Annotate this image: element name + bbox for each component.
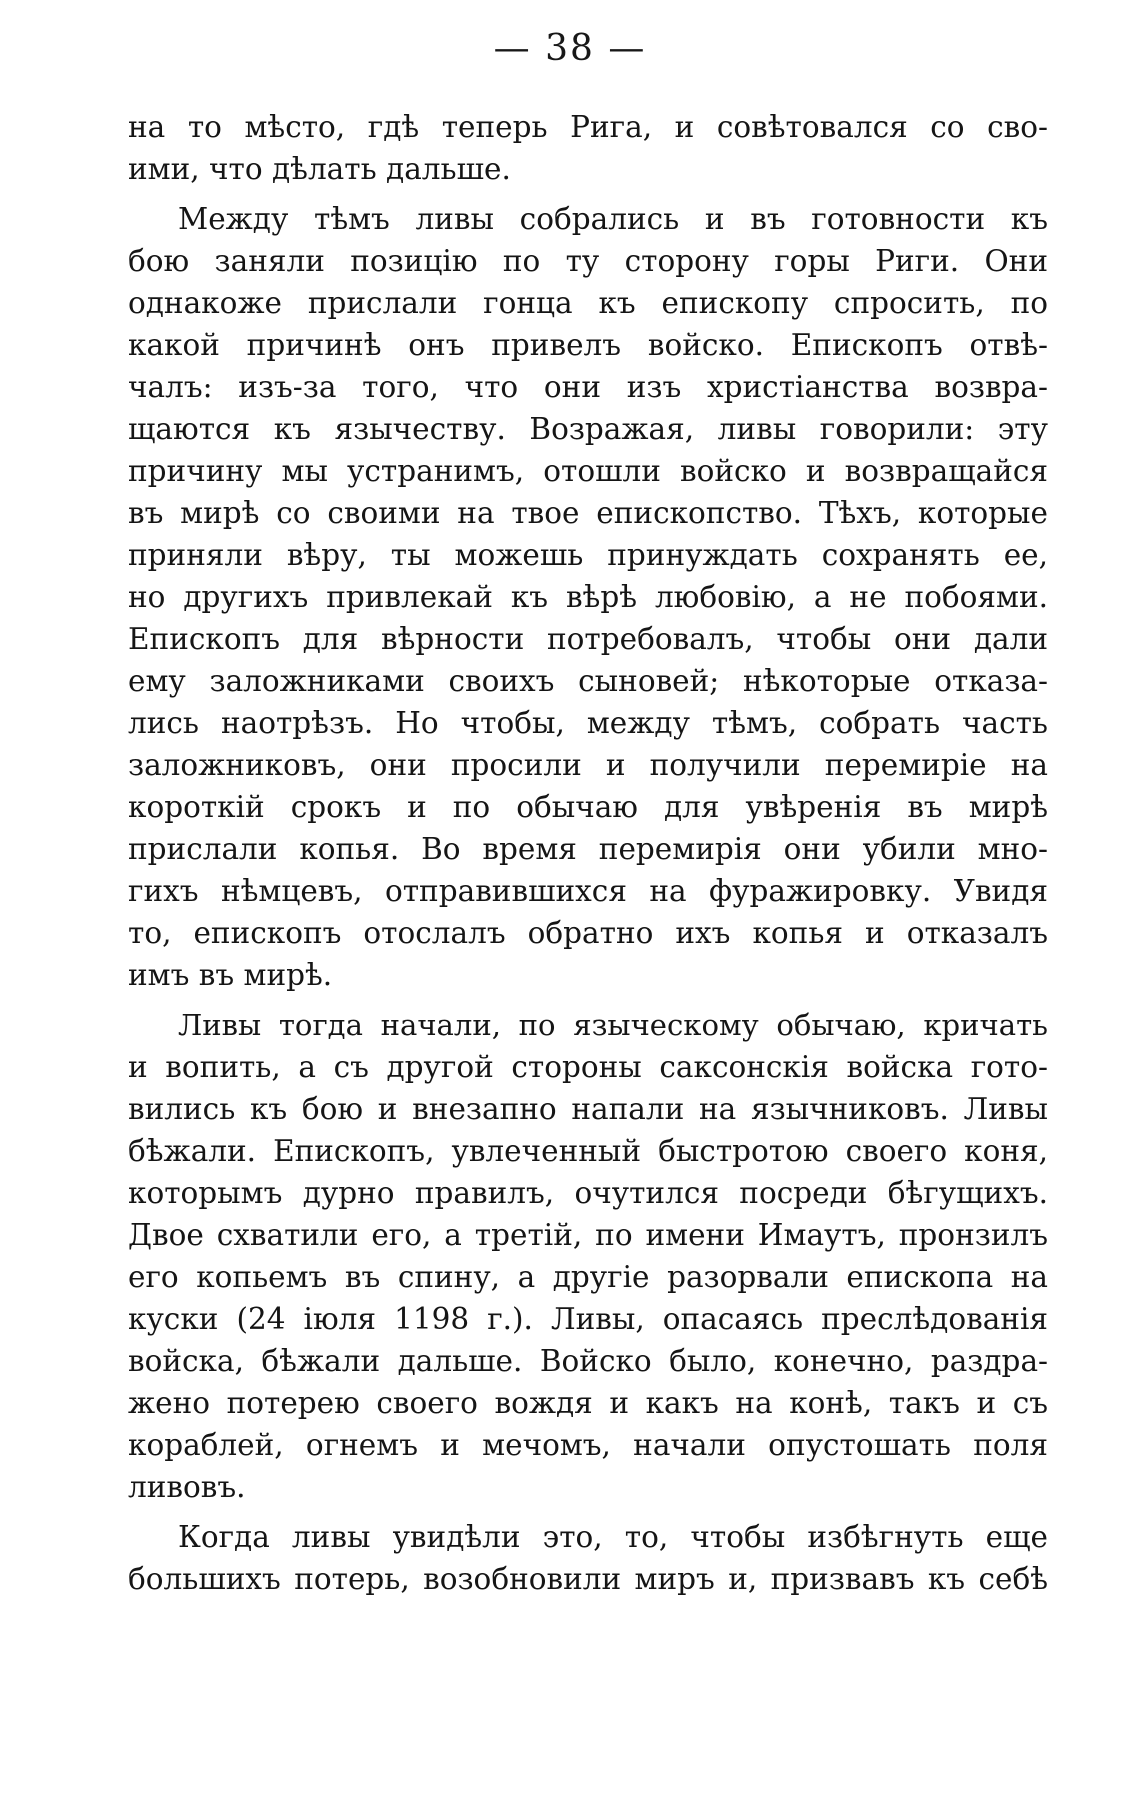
- text-line: однакоже прислали гонца къ епископу спросить, по: [128, 286, 1048, 320]
- text-line: имъ въ мирѣ.: [128, 958, 333, 992]
- paragraph: [128, 1516, 1048, 1600]
- text-line: гихъ нѣмцевъ, отправившихся на фуражировку. Увидя: [128, 874, 1048, 908]
- text-line: какой причинѣ онъ привелъ войско. Епископъ отвѣ-: [128, 328, 1048, 362]
- text-line: его копьемъ въ спину, а другіе разорвали епископа на: [128, 1260, 1048, 1294]
- paragraph: [128, 106, 1048, 190]
- text-line: войска, бѣжали дальше. Войско было, конечно, раздра-: [128, 1344, 1048, 1378]
- text-line: кораблей, огнемъ и мечомъ, начали опустошать поля: [128, 1428, 1048, 1462]
- body-text: [128, 106, 1048, 1600]
- text-line: Когда ливы увидѣли это, то, чтобы избѣгнуть еще: [178, 1520, 1048, 1554]
- text-line: короткій срокъ и по обычаю для увѣренія въ мирѣ: [128, 790, 1048, 824]
- text-line: ему заложниками своихъ сыновей; нѣкоторые отказа-: [128, 664, 1048, 698]
- text-line: заложниковъ, они просили и получили перемиріе на: [128, 748, 1048, 782]
- text-line: Епископъ для вѣрности потребовалъ, чтобы они дали: [128, 622, 1048, 656]
- text-line: большихъ потерь, возобновили миръ и, призвавъ къ себѣ: [128, 1562, 1048, 1596]
- page-number: — 38 —: [493, 28, 647, 69]
- text-line: бою заняли позицію по ту сторону горы Риги. Они: [128, 244, 1048, 278]
- text-line: которымъ дурно правилъ, очутился посреди бѣгущихъ.: [128, 1176, 1048, 1210]
- text-line: бѣжали. Епископъ, увлеченный быстротою своего коня,: [128, 1134, 1048, 1168]
- text-line: приняли вѣру, ты можешь принуждать сохранять ее,: [128, 538, 1048, 572]
- text-line: прислали копья. Во время перемирія они убили мно-: [128, 832, 1048, 866]
- paragraph: [128, 1004, 1048, 1508]
- text-line: ими, что дѣлать дальше.: [128, 152, 511, 186]
- text-line: то, епископъ отослалъ обратно ихъ копья и отказалъ: [128, 916, 1048, 950]
- text-line: жено потерею своего вождя и какъ на конѣ, такъ и съ: [128, 1386, 1048, 1420]
- text-line: и вопить, а съ другой стороны саксонскія войска гото-: [128, 1050, 1048, 1084]
- text-line: въ мирѣ со своими на твое епископство. Тѣхъ, которые: [128, 496, 1048, 530]
- text-line: куски (24 іюля 1198 г.). Ливы, опасаясь преслѣдованія: [128, 1302, 1048, 1336]
- text-line: лись наотрѣзъ. Но чтобы, между тѣмъ, собрать часть: [128, 706, 1048, 740]
- paragraph: [128, 198, 1048, 996]
- text-line: Между тѣмъ ливы собрались и въ готовности къ: [178, 202, 1048, 236]
- text-line: вились къ бою и внезапно напали на язычниковъ. Ливы: [128, 1092, 1048, 1126]
- text-line: на то мѣсто, гдѣ теперь Рига, и совѣтовался со сво-: [128, 110, 1048, 144]
- text-line: чалъ: изъ-за того, что они изъ христіанства возвра-: [128, 370, 1048, 404]
- text-line: причину мы устранимъ, отошли войско и возвращайся: [128, 454, 1048, 488]
- text-line: но другихъ привлекай къ вѣрѣ любовію, а не побоями.: [128, 580, 1048, 614]
- text-line: ливовъ.: [128, 1470, 246, 1504]
- text-line: щаются къ язычеству. Возражая, ливы говорили: эту: [128, 412, 1048, 446]
- text-line: Ливы тогда начали, по языческому обычаю, кричать: [178, 1008, 1048, 1042]
- text-line: Двое схватили его, а третій, по имени Имаутъ, пронзилъ: [128, 1218, 1048, 1252]
